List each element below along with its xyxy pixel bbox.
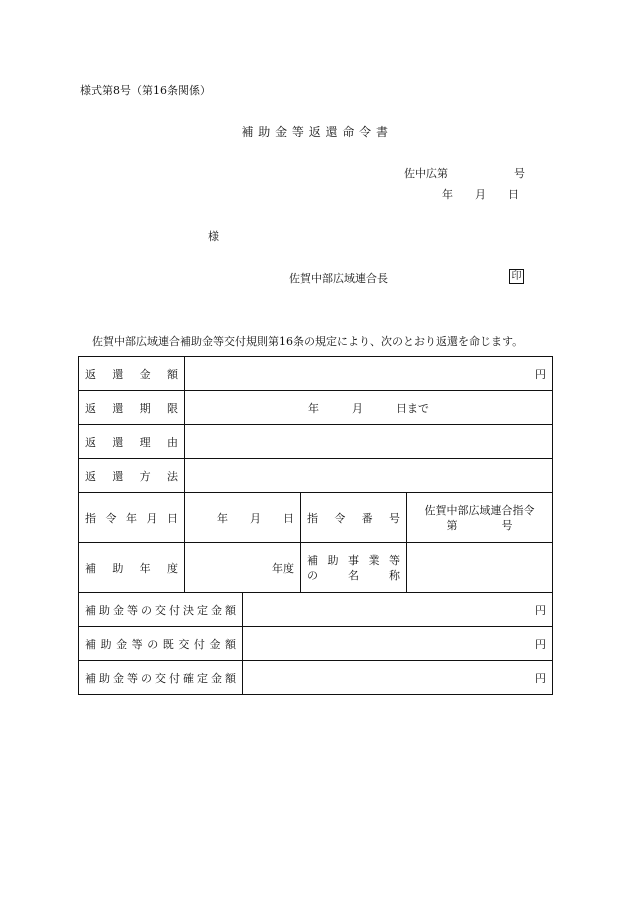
paid-amount-unit: 円: [535, 637, 546, 651]
seal-box: 印: [509, 269, 524, 284]
fiscal-year-unit: 年度: [272, 561, 294, 575]
confirmed-amount-field[interactable]: [243, 661, 553, 695]
return-amount-unit: 円: [535, 367, 546, 381]
table-row: [79, 425, 553, 459]
project-name-label: 補助事業等 の名称: [301, 543, 407, 593]
return-order-table: [78, 356, 553, 695]
confirmed-amount-label: 補助金等の交付確定金額: [79, 661, 243, 695]
intro-text: 佐賀中部広域連合補助金等交付規則第16条の規定により、次のとおり返還を命じます。: [92, 335, 524, 348]
order-number-field[interactable]: [407, 493, 553, 543]
document-date: 年 月 日: [442, 188, 519, 201]
fiscal-year-field[interactable]: [185, 543, 301, 593]
paid-amount-field[interactable]: [243, 627, 553, 661]
form-number: 様式第8号（第16条関係）: [80, 84, 211, 97]
method-label: 返還方法: [79, 459, 185, 493]
addressee-honorific: 様: [208, 230, 219, 243]
return-amount-field[interactable]: [185, 357, 553, 391]
return-amount-label: 返還金額: [79, 357, 185, 391]
deadline-field[interactable]: [185, 391, 553, 425]
project-name-field[interactable]: [407, 543, 553, 593]
decided-amount-field[interactable]: [243, 593, 553, 627]
document-number-prefix: 佐中広第: [404, 167, 448, 180]
deadline-label: 返還期限: [79, 391, 185, 425]
confirmed-amount-unit: 円: [535, 671, 546, 685]
order-number-line2: 第 号: [446, 518, 513, 532]
table-row: [79, 493, 553, 543]
deadline-value: 年 月 日まで: [308, 401, 429, 415]
document-title: 補 助 金 等 返 還 命 令 書: [241, 125, 389, 139]
table-row: [79, 357, 553, 391]
reason-label: 返還理由: [79, 425, 185, 459]
decided-amount-label: 補助金等の交付決定金額: [79, 593, 243, 627]
table-row: [79, 391, 553, 425]
issuer-name: 佐賀中部広域連合長: [289, 272, 388, 285]
order-date-value: 年 月 日: [217, 511, 294, 525]
order-date-label: 指令年月日: [79, 493, 185, 543]
table-row: [79, 459, 553, 493]
table-row: [79, 543, 553, 593]
paid-amount-label: 補助金等の既交付金額: [79, 627, 243, 661]
method-field[interactable]: [185, 459, 553, 493]
decided-amount-unit: 円: [535, 603, 546, 617]
table-row: [79, 627, 553, 661]
fiscal-year-label: 補助年度: [79, 543, 185, 593]
order-number-line1: 佐賀中部広域連合指令: [424, 503, 535, 517]
order-number-label: 指令番号: [301, 493, 407, 543]
table-row: [79, 593, 553, 627]
document-number-suffix: 号: [514, 167, 525, 180]
reason-field[interactable]: [185, 425, 553, 459]
order-date-field[interactable]: [185, 493, 301, 543]
table-row: [79, 661, 553, 695]
document-number: [404, 165, 524, 181]
